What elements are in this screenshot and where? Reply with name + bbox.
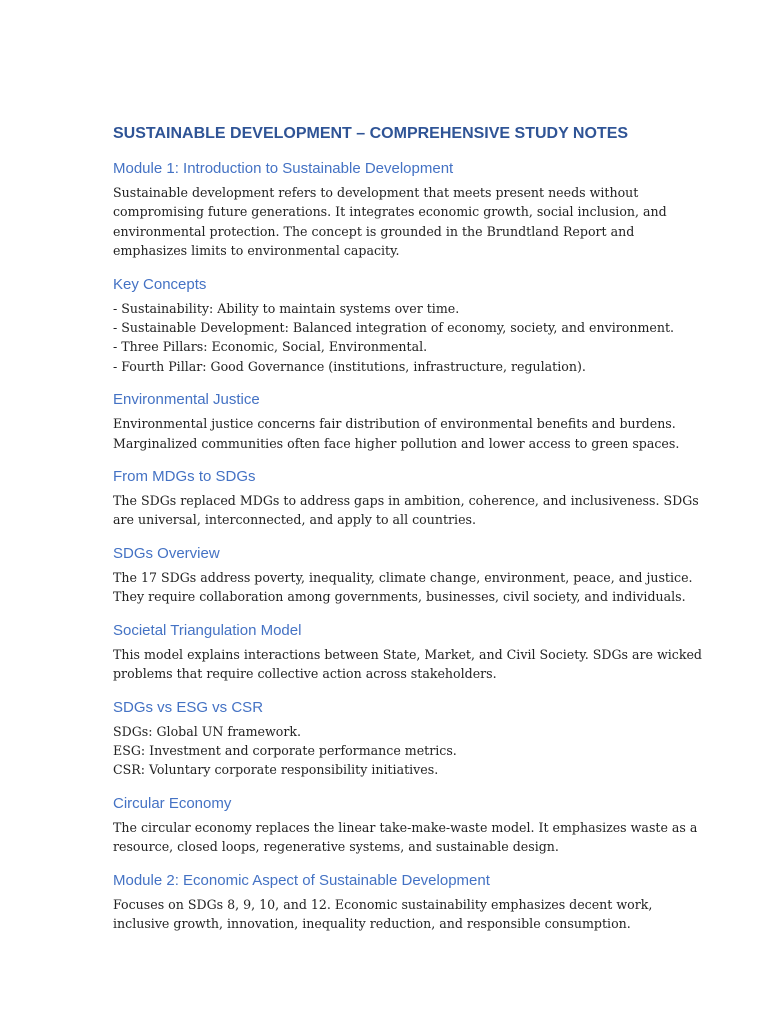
section [113,871,668,934]
section [113,159,668,261]
text-line: emphasizes limits to environmental capacity. [113,243,400,259]
section-heading: Key Concepts [113,275,207,293]
section [113,390,680,453]
section [113,544,693,607]
text-line: The SDGs replaced MDGs to address gaps in ambition, coherence, and inclusiveness. SDGs [113,493,699,509]
section [113,275,675,377]
text-line: The 17 SDGs address poverty, inequality, climate change, environment, peace, and justice. [113,569,693,585]
section-paragraph [113,183,668,261]
text-line: - Fourth Pillar: Good Governance (institutions, infrastructure, regulation). [113,358,586,374]
text-line: The circular economy replaces the linear take-make-waste model. It emphasizes waste as a [113,819,698,835]
text-line: - Sustainable Development: Balanced integration of economy, society, and environment. [113,320,675,336]
text-line: Sustainable development refers to development that meets present needs without [113,185,639,200]
text-line: This model explains interactions between State, Market, and Civil Society. SDGs are wicked [113,646,702,662]
text-line: compromising future generations. It integrates economic growth, social inclusion, and [113,204,667,220]
text-line: Marginalized communities often face higher pollution and lower access to green spaces. [113,435,680,451]
section-heading: Module 2: Economic Aspect of Sustainable Development [113,871,490,889]
section [113,698,668,780]
section-paragraph [113,568,693,607]
text-line: Environmental justice concerns fair distribution of environmental benefits and burdens. [113,416,676,432]
text-line: problems that require collective action across stakeholders. [113,666,497,682]
section-heading: SDGs Overview [113,544,220,562]
text-line: CSR: Voluntary corporate responsibility initiatives. [113,762,439,778]
section-paragraph [113,722,668,780]
document-body [113,159,702,933]
section-paragraph [113,895,668,934]
text-line: environmental protection. The concept is grounded in the Brundtland Report and [113,223,635,239]
section-heading: Environmental Justice [113,391,260,409]
section-paragraph [113,818,698,857]
text-line: are universal, interconnected, and apply to all countries. [113,512,477,528]
section-paragraph [113,645,702,684]
section [113,467,699,530]
section-paragraph [113,299,675,377]
text-line: SDGs: Global UN framework. [113,723,302,739]
text-line: - Three Pillars: Economic, Social, Environmental. [113,339,428,355]
text-line: Focuses on SDGs 8, 9, 10, and 12. Economic sustainability emphasizes decent work, [113,896,653,912]
text-line: ESG: Investment and corporate performance metrics. [113,742,457,758]
text-line: They require collaboration among governments, businesses, civil society, and individuals. [113,589,686,605]
text-line: resource, closed loops, regenerative systems, and sustainable design. [113,839,559,855]
text-line: inclusive growth, innovation, inequality reduction, and responsible consumption. [113,915,631,931]
section-heading: Circular Economy [113,794,232,812]
text-line: - Sustainability: Ability to maintain systems over time. [113,300,460,316]
section-heading: SDGs vs ESG vs CSR [113,698,264,716]
section-heading: Module 1: Introduction to Sustainable Development [113,160,454,177]
section [113,621,702,684]
document-title: SUSTAINABLE DEVELOPMENT – COMPREHENSIVE STUDY NOTES [113,125,629,142]
section-paragraph [113,491,699,530]
section [113,794,698,857]
section-heading: From MDGs to SDGs [113,468,256,486]
section-heading: Societal Triangulation Model [113,621,302,639]
section-paragraph [113,414,680,453]
